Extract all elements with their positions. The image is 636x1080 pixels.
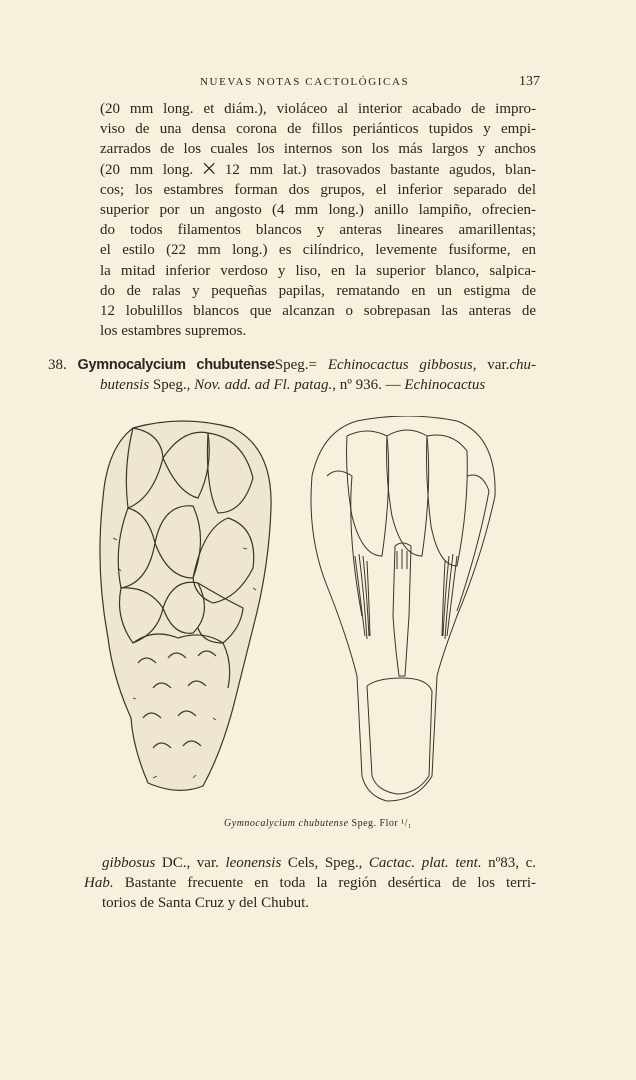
habitat-text-end: torios de Santa Cruz y del Chubut. (102, 895, 310, 912)
text-line: los estambres supremos. (100, 323, 247, 340)
var-name-rest: butensis (100, 377, 150, 394)
text-line: do de ralas y pequeñas papilas, rematando en un estigma de (100, 282, 536, 299)
habitat-label: Hab. (84, 875, 114, 892)
caption-detail: Speg. Flor ¹/₁ (351, 818, 412, 829)
variety-name: leonensis (225, 855, 282, 871)
description-paragraph (100, 99, 536, 341)
variety-author: Cels, Speg., (287, 855, 363, 871)
text-line: do todos filamentos blancos y anteras lineares amarillentas; (100, 222, 536, 239)
running-header (100, 76, 540, 96)
running-title: NUEVAS NOTAS CACTOLÓGICAS (200, 76, 410, 88)
species-author: Speg. (274, 357, 309, 373)
citation-number: nº83, c. (488, 855, 537, 871)
equals-sign: = (308, 357, 318, 373)
var-name-part: chu- (509, 357, 537, 373)
flower-section-drawing (307, 416, 507, 806)
text-line: el estilo (22 mm long.) es cilíndrico, levemente fusiforme, en (100, 242, 536, 259)
citation-work: Cactac. plat. tent. (368, 855, 482, 871)
text-line: (20 mm long. et diám.), violáceo al interior acabado de impro- (100, 101, 536, 117)
text-line: la mitad inferior verdoso y liso, en la superior blanco, salpica- (100, 262, 536, 279)
flower-illustration (85, 412, 515, 812)
text-line: 12 lobulillos blancos que alcanzan o sobrepasan las anteras de (100, 303, 536, 320)
habitat-text: Bastante frecuente en toda la región desértica de los terri- (124, 875, 536, 892)
species-entry (48, 355, 536, 395)
citation-author: Speg., (152, 377, 191, 394)
page-number: 137 (519, 74, 540, 89)
flower-exterior-drawing (93, 418, 278, 798)
figure-caption (0, 818, 636, 829)
caption-species: Gymnocalycium chubutense (224, 818, 349, 829)
genus-name: Echinocactus (404, 377, 486, 394)
synonym-epithet: gibbosus (102, 855, 156, 871)
text-line: viso de una densa corona de fillos periánticos tupidos y empi- (100, 121, 536, 138)
text-line: cos; los estambres forman dos grupos, el inferior separado del (100, 181, 536, 198)
citation-work: Nov. add. ad Fl. patag., (194, 377, 336, 394)
synonymy-habitat-paragraph (84, 853, 536, 914)
text-line: (20 mm long. ⨉ 12 mm lat.) trasovados bastante agudos, blan- (100, 161, 536, 178)
entry-number: 38. (48, 357, 67, 373)
species-name: Gymnocalycium chubutense (77, 357, 275, 373)
text-line: zarrados de los cuales los internos son los más largos y anchos (100, 141, 536, 158)
var-label: var. (487, 357, 510, 373)
text-line: superior por un angosto (4 mm long.) anillo lampiño, ofrecien- (100, 202, 536, 219)
citation-number: nº 936. — (339, 377, 401, 394)
synonym-name: Echinocactus gibbosus, (327, 357, 477, 373)
synonym-author: DC., var. (161, 855, 219, 871)
